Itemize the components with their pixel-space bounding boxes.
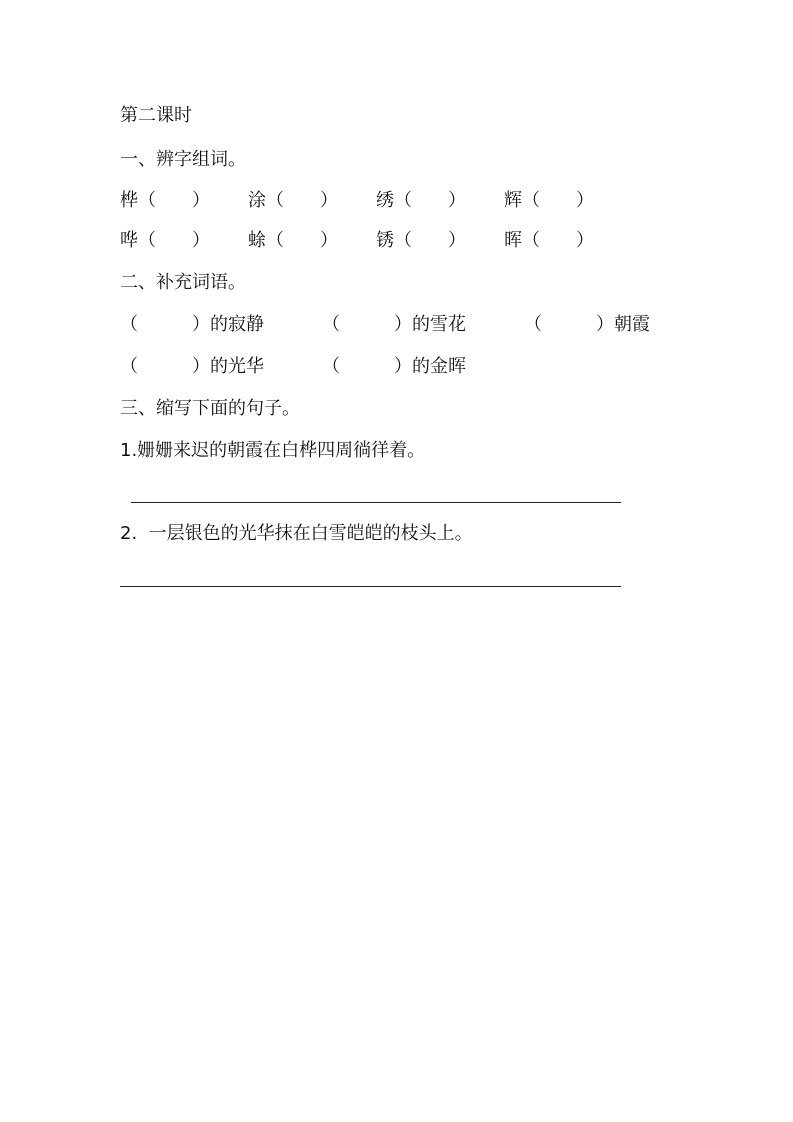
section2-row1-item-1: （ ）的寂静: [120, 314, 264, 335]
section1-row2-item-2: 蜍（ ）: [248, 230, 338, 251]
section2-row2-item-2: （ ）的金晖: [322, 356, 466, 377]
section1-row2-item-4: 晖（ ）: [504, 230, 594, 251]
section1-row2-item-3: 锈（ ）: [376, 230, 466, 251]
section1-row1-item-2: 涂（ ）: [248, 190, 338, 211]
section2-heading: 二、补充词语。: [120, 272, 246, 293]
answer-line-1: [131, 502, 621, 503]
section1-row1-item-1: 桦（ ）: [120, 190, 210, 211]
answer-line-2: [120, 586, 621, 587]
section1-row2-item-1: 哗（ ）: [120, 230, 210, 251]
section2-row2-item-1: （ ）的光华: [120, 356, 264, 377]
sentence-1: 1.姗姗来迟的朝霞在白桦四周徜徉着。: [120, 440, 426, 461]
section2-row1-item-3: （ ）朝霞: [524, 314, 650, 335]
section2-row1-item-2: （ ）的雪花: [322, 314, 466, 335]
section1-heading: 一、辨字组词。: [120, 149, 246, 170]
lesson-title: 第二课时: [120, 105, 192, 126]
section3-heading: 三、缩写下面的句子。: [120, 398, 300, 419]
sentence-2: 2. 一层银色的光华抹在白雪皑皑的枝头上。: [120, 523, 473, 544]
section1-row1-item-4: 辉（ ）: [504, 190, 594, 211]
section1-row1-item-3: 绣（ ）: [376, 190, 466, 211]
